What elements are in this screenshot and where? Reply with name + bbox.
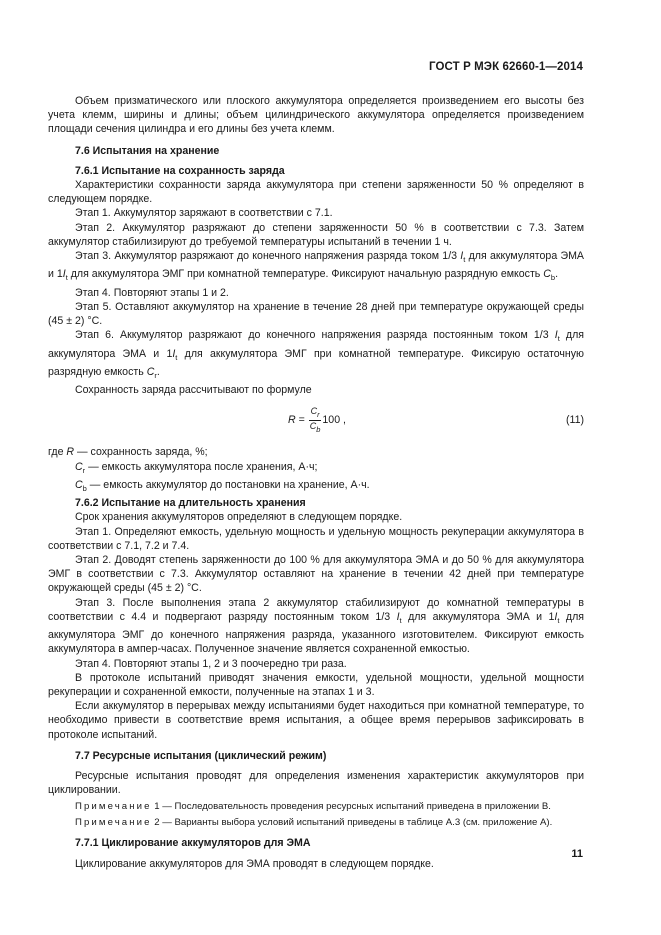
step-7-6-1-5: Этап 5. Оставляют аккумулятор на хранение в течение 28 дней при температуре окружающей среды (45 ± 2) °C. [48, 300, 584, 328]
step-7-6-1-1: Этап 1. Аккумулятор заряжают в соответствии с 7.1. [75, 207, 333, 220]
paragraph-7-6-2-intro: Срок хранения аккумуляторов определяют в следующем порядке. [75, 511, 403, 524]
note-2: Примечание 2 — Варианты выбора условий испытаний приведены в таблице А.3 (см. приложение А). [75, 817, 553, 829]
definition-cr: $C_r$ — емкость аккумулятора после хранения, А·ч; [75, 460, 318, 475]
step-7-6-2-4: Этап 4. Повторяют этапы 1, 2 и 3 поочередно три раза. [75, 657, 347, 670]
formula-11 [48, 399, 584, 445]
paragraph-7-6-2-report: В протоколе испытаний приводят значения емкости, удельной мощности, удельной мощности рекуперации и сохраненной емкости, полученные на этапах 1 и 3. [48, 671, 584, 698]
step-7-6-2-2: Этап 2. Доводят степень заряженности до 100 % для аккумулятора ЭМА и до 50 % для аккумулятора ЭМГ в соответствии с 7.3. Аккумулятор оставляют на хранение в течении 42 дней при температуре окружающей среды (45 ± 2) °C. [48, 554, 584, 595]
formula-expression: R = $\frac{C_r}{C_b}$ 100 , [288, 406, 346, 434]
step-7-6-2-3: Этап 3. После выполнения этапа 2 аккумулятор стабилизируют до комнатной температуры в соответствии с 4.4 и подвергают разряду постоянным током 1/3 $I_t$ для аккумулятора ЭМА и $1I_t$ для аккумулятора ЭМГ до конечного напряжения разряда, указанного изготовителем. Фиксируют емкость аккумулятора в ампер-часах. Полученное значение является сохраненной емкостью. [48, 596, 584, 656]
formula-number: (11) [565, 414, 584, 427]
formula-fraction [309, 406, 322, 435]
definition-cb: $C_b$ — емкость аккумулятор до постановки на хранение, А·ч. [75, 478, 370, 494]
step-7-6-1-6: Этап 6. Аккумулятор разряжают до конечного напряжения разряда постоянным током 1/3 $I_t$ для аккумулятора ЭМА и $1I_t$ для аккумулятора ЭМГ при комнатной температуре. Фиксирую остаточную разрядную емкость $C_r$. [48, 329, 584, 380]
formula-subscript: b [316, 425, 321, 434]
section-heading-7-7: 7.7 Ресурсные испытания (циклический режим) [75, 749, 327, 762]
formula-denominator: $C_b$ [309, 421, 321, 434]
formula-subscript: r [317, 410, 320, 420]
page-number: 11 [571, 848, 583, 860]
document-header: ГОСТ Р МЭК 62660-1—2014 [429, 61, 583, 73]
subsection-heading-7-7-1: 7.7.1 Циклирование аккумуляторов для ЭМА [75, 837, 311, 850]
step-7-6-1-2: Этап 2. Аккумулятор разряжают до степени заряженности 50 % в соответствии с 7.3. Затем аккумулятор стабилизируют до требуемой температуры испытаний в течении 1 ч. [48, 221, 584, 248]
subsection-heading-7-6-2: 7.6.2 Испытание на длительность хранения [75, 497, 306, 510]
formula-numerator: $C_r$ [310, 406, 320, 420]
paragraph-7-6-2-pauses: Если аккумулятор в перерывах между испытаниями будет находиться при комнатной температуре, то необходимо привести в соответствие время испытания, а общее время перерывов зафиксировать в протоколе испытаний. [48, 700, 584, 741]
paragraph-7-7-intro: Ресурсные испытания проводят для определения изменения характеристик аккумуляторов при циклировании. [48, 770, 584, 797]
step-7-6-1-3: Этап 3. Аккумулятор разряжают до конечного напряжения разряда током 1/3 $I_t$ для аккумулятора ЭМА и $1I_t$ для аккумулятора ЭМГ при комнатной температуре. Фиксируют начальную разрядную емкость $C_b$. [48, 250, 584, 283]
definition-r: где R — сохранность заряда, %; [48, 446, 208, 459]
note-1: Примечание 1 — Последовательность проведения ресурсных испытаний приведена в приложении В. [75, 801, 551, 813]
section-heading-7-6: 7.6 Испытания на хранение [75, 144, 220, 157]
step-7-6-2-1: Этап 1. Определяют емкость, удельную мощность и удельную мощность рекуперации аккумулятора в соответствии с 7.1, 7.2 и 7.4. [48, 525, 584, 552]
paragraph-formula-intro: Сохранность заряда рассчитывают по формуле [75, 384, 312, 397]
subsection-heading-7-6-1: 7.6.1 Испытание на сохранность заряда [75, 164, 285, 177]
document-body [48, 94, 584, 871]
step-7-6-1-4: Этап 4. Повторяют этапы 1 и 2. [75, 286, 229, 299]
paragraph-7-6-1-intro: Характеристики сохранности заряда аккумулятора при степени заряженности 50 % определяют в следующем порядке. [48, 179, 584, 206]
paragraph-volume: Объем призматического или плоского аккумулятора определяется произведением его высоты без учета клемм, ширины и длины; объем цилиндрического аккумулятора определяется произведением площади сечения цилиндра и его длины без учета клемм. [48, 95, 584, 136]
paragraph-7-7-1-intro: Циклирование аккумуляторов для ЭМА проводят в следующем порядке. [75, 857, 434, 870]
